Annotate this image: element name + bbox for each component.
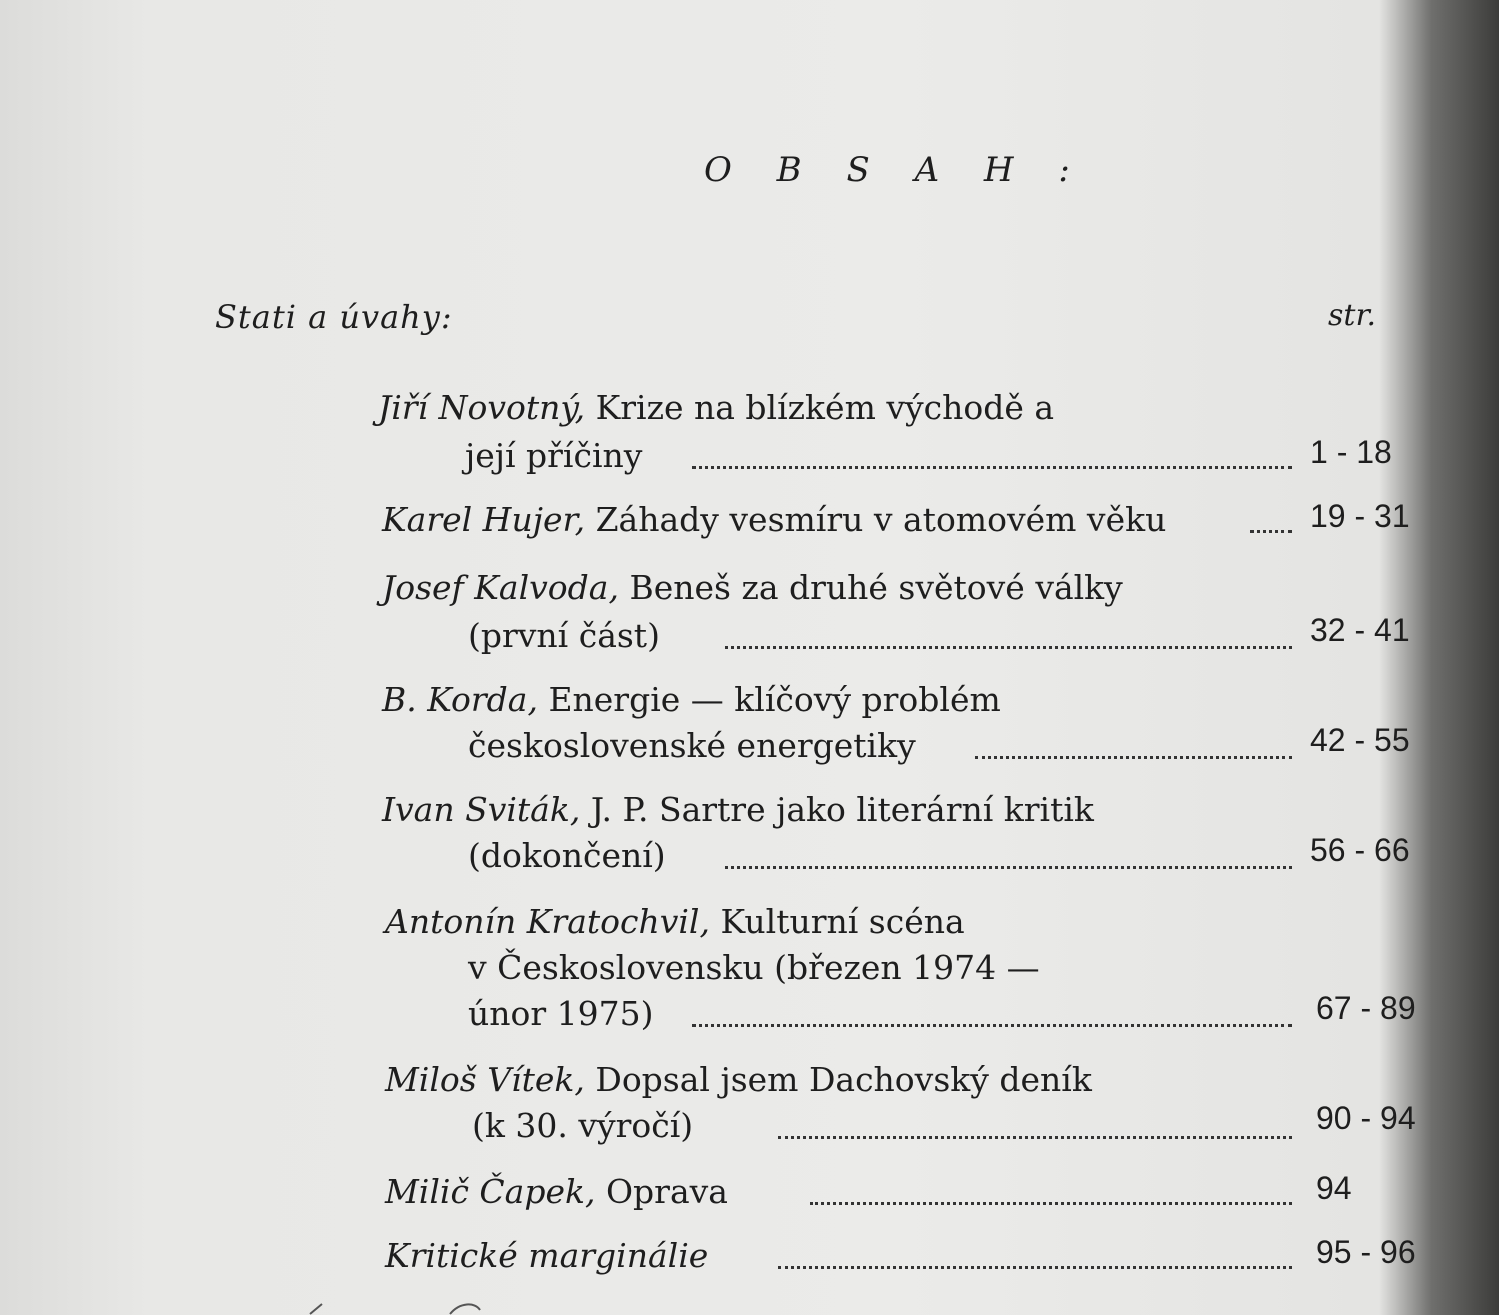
leader-dots: [975, 756, 1292, 759]
entry-pages: 56 - 66: [1310, 832, 1410, 868]
leader-dots: [725, 646, 1292, 649]
leader-dots: [1250, 530, 1292, 533]
entry-title-continued: (k 30. výročí): [472, 1106, 694, 1145]
leader-dots: [778, 1266, 1292, 1269]
entry-author: Antonín Kratochvil,: [385, 902, 710, 941]
entry-title-continued: (první část): [468, 616, 660, 655]
leader-dots: [692, 1024, 1292, 1027]
entry-title: Oprava: [606, 1172, 728, 1211]
handwritten-mark-icon: [300, 1300, 500, 1315]
entry-pages: 19 - 31: [1310, 498, 1410, 534]
page-title: O B S A H :: [704, 150, 1087, 190]
entry-author: B. Korda,: [382, 680, 538, 719]
entry-title-continued: (dokončení): [468, 836, 666, 875]
entry-title: Energie — klíčový problém: [548, 680, 1001, 719]
entry-pages: 32 - 41: [1310, 612, 1410, 648]
entry-title: Krize na blízkém východě a: [595, 388, 1055, 427]
entry-pages: 95 - 96: [1316, 1234, 1416, 1270]
entry-title-continued: v Československu (březen 1974 —: [468, 948, 1040, 987]
entry-author: Karel Hujer,: [382, 500, 586, 539]
leader-dots: [692, 466, 1292, 469]
entry-title: Beneš za druhé světové války: [629, 568, 1123, 607]
entry-pages: 94: [1316, 1170, 1352, 1206]
entry-pages: 42 - 55: [1310, 722, 1410, 758]
entry-title: J. P. Sartre jako literární kritik: [590, 790, 1094, 829]
entry-author: Jiří Novotný,: [378, 388, 586, 427]
entry-author: Kritické marginálie: [385, 1236, 709, 1275]
leader-dots: [778, 1136, 1292, 1139]
section-label: Stati a úvahy:: [215, 298, 453, 336]
entry-title: Záhady vesmíru v atomovém věku: [595, 500, 1167, 539]
entry-title: Dopsal jsem Dachovský deník: [595, 1060, 1092, 1099]
entry-author: Josef Kalvoda,: [382, 568, 619, 607]
entry-title-continued: její příčiny: [465, 436, 643, 475]
entry-author: Miloš Vítek,: [385, 1060, 585, 1099]
pages-column-header: str.: [1328, 298, 1377, 333]
entry-title-continued: únor 1975): [468, 994, 654, 1033]
entry-pages: 1 - 18: [1310, 434, 1392, 470]
entry-pages: 90 - 94: [1316, 1100, 1416, 1136]
entry-author: Ivan Sviták,: [382, 790, 581, 829]
leader-dots: [725, 866, 1292, 869]
entry-pages: 67 - 89: [1316, 990, 1416, 1026]
entry-title: Kulturní scéna: [720, 902, 965, 941]
entry-author: Milič Čapek,: [385, 1172, 596, 1211]
leader-dots: [810, 1202, 1292, 1205]
entry-title-continued: československé energetiky: [468, 726, 916, 765]
